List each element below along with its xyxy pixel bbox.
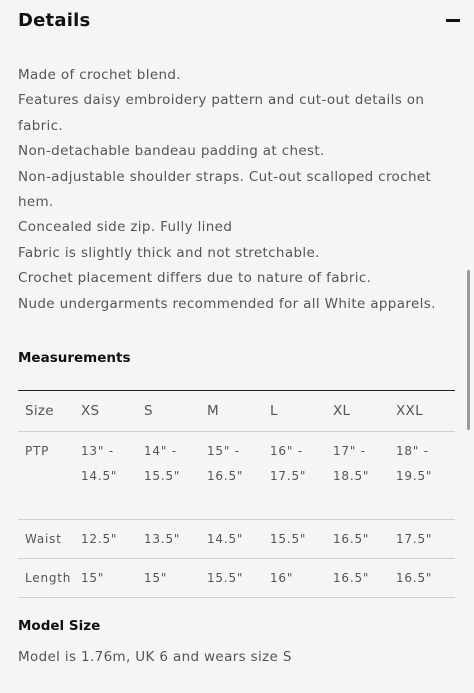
description-line: Made of crochet blend. bbox=[18, 67, 181, 83]
table-cell: 16" - 17.5" bbox=[270, 444, 307, 483]
table-cell: 12.5" bbox=[81, 532, 118, 546]
details-description bbox=[18, 63, 448, 317]
table-cell: 15.5" bbox=[207, 571, 244, 585]
model-size-title: Model Size bbox=[18, 618, 101, 634]
details-header[interactable] bbox=[18, 0, 462, 40]
row-label: Waist bbox=[25, 532, 62, 546]
column-header: XL bbox=[333, 403, 351, 419]
table-row bbox=[18, 520, 455, 559]
row-label: Length bbox=[25, 571, 72, 585]
description-line: Non-adjustable shoulder straps. Cut-out scalloped crochet hem. bbox=[18, 168, 432, 211]
table-cell: 16.5" bbox=[396, 571, 433, 585]
measurements-title: Measurements bbox=[18, 350, 131, 366]
column-header: M bbox=[207, 403, 219, 419]
table-cell: 14.5" bbox=[207, 532, 244, 546]
details-title: Details bbox=[18, 9, 91, 31]
table-row bbox=[18, 559, 455, 598]
column-header: XXL bbox=[396, 403, 423, 419]
table-cell: 16.5" bbox=[333, 571, 370, 585]
table-cell: 17.5" bbox=[396, 532, 433, 546]
table-cell: 15.5" bbox=[270, 532, 307, 546]
measurements-table bbox=[18, 390, 455, 598]
table-cell: 15" - 16.5" bbox=[207, 444, 244, 483]
table-cell: 18" - 19.5" bbox=[396, 444, 433, 483]
scrollbar[interactable] bbox=[467, 270, 470, 430]
table-cell: 13.5" bbox=[144, 532, 181, 546]
description-line: Concealed side zip. Fully lined bbox=[18, 219, 233, 236]
minus-icon[interactable] bbox=[446, 10, 462, 30]
table-row bbox=[18, 432, 455, 520]
column-header: XS bbox=[81, 403, 100, 419]
table-cell: 16.5" bbox=[333, 532, 370, 546]
description-line: Features daisy embroidery pattern and cut-out details on fabric. bbox=[18, 92, 425, 134]
column-header: L bbox=[270, 403, 278, 419]
column-header: S bbox=[144, 403, 153, 419]
row-label: PTP bbox=[25, 444, 50, 458]
table-cell: 14" - 15.5" bbox=[144, 444, 181, 483]
description-line: Nude undergarments recommended for all White apparels. bbox=[18, 295, 436, 312]
description-line: Non-detachable bandeau padding at chest. bbox=[18, 143, 325, 160]
column-header: Size bbox=[25, 403, 54, 419]
table-cell: 15" bbox=[81, 571, 105, 585]
description-line: Crochet placement differs due to nature of fabric. bbox=[18, 270, 372, 287]
table-cell: 13" - 14.5" bbox=[81, 444, 118, 483]
description-line: Fabric is slightly thick and not stretchable. bbox=[18, 244, 320, 261]
table-cell: 16" bbox=[270, 571, 294, 585]
table-cell: 15" bbox=[144, 571, 168, 585]
table-cell: 17" - 18.5" bbox=[333, 444, 370, 483]
model-size-text: Model is 1.76m, UK 6 and wears size S bbox=[18, 649, 292, 665]
table-header-row bbox=[18, 391, 455, 432]
